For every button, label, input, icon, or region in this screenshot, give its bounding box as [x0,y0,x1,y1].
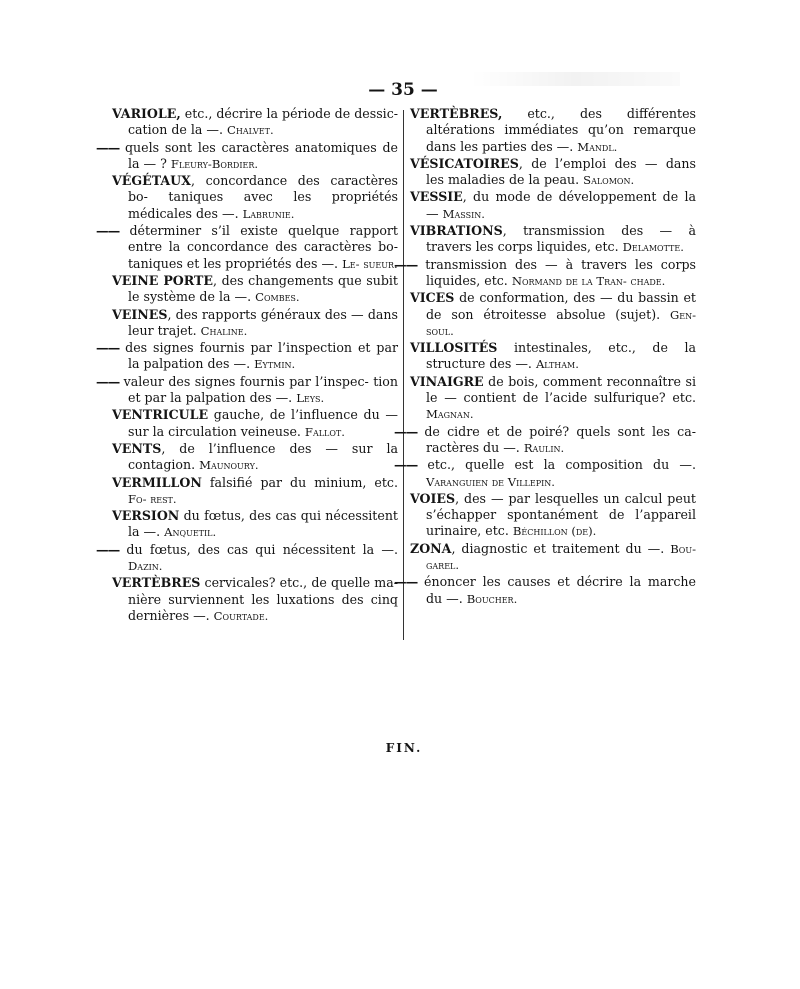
entry-text: , des rapports généraux des — dans leur trajet. [128,306,398,338]
entry-heading: VESSIE [410,189,463,205]
entry-author: Dazin. [128,559,163,574]
right-column [394,106,696,608]
index-entry [96,340,398,373]
scan-shadow [470,72,680,86]
entry-text: gauche, de l’influence du — sur la circulation veineuse. [128,407,398,439]
entry-author: Labrunie. [242,206,295,221]
entry-text: , de l’emploi des — dans les maladies de la peau. [426,155,696,188]
entry-dash: —— [96,541,120,557]
entry-text: intestinales, etc., de la structure des —. [426,340,696,372]
entry-author: Mandl. [577,139,618,154]
index-entry [112,508,398,541]
index-entry [410,290,696,339]
index-entry [394,423,696,457]
entry-text: , du mode de développement de la — [426,189,696,221]
entry-author: Normand de la Tran- chade. [511,273,666,288]
index-entry [112,575,398,624]
entry-heading: VEINES [112,306,168,322]
entry-dash: —— [394,457,418,473]
entry-text: transmission des — à travers les corps liquides, etc. [417,256,696,288]
entry-dash: —— [394,256,418,272]
entry-heading: VOIES [410,490,456,506]
entry-dash: —— [96,340,120,356]
entry-author: Varanguien de Villepin. [426,474,555,489]
index-entry [96,373,398,407]
entry-heading: VIBRATIONS [410,223,503,239]
index-entry [112,475,398,508]
index-entry [112,173,398,222]
entry-author: Chalvet. [227,123,274,138]
entry-text: etc., quelle est la composition du —. [417,457,696,473]
entry-dash: —— [96,139,120,155]
entry-heading: VINAIGRE [410,373,484,389]
entry-heading: VERTÈBRES [112,575,201,591]
entry-text: cervicales? etc., de quelle ma- nière surviennent les luxations des cinq dernières —. [128,575,398,623]
entry-author: Eytmin. [254,357,296,372]
index-entry [410,374,696,423]
entry-author: Salomon. [583,173,635,188]
entry-heading: VERMILLON [112,474,202,490]
entry-heading: VERTÈBRES, [410,106,503,121]
entry-heading: ZONA [410,540,452,556]
index-entry [410,340,696,373]
entry-author: Leys. [296,391,325,406]
index-entry [96,541,398,575]
index-entry [112,441,398,474]
entry-author: Altham. [535,357,579,372]
entry-text: valeur des signes fournis par l’inspec- tion et par la palpation des —. [119,373,398,406]
entry-author: Combes. [255,290,300,305]
index-entry [410,223,696,256]
index-entry [394,574,696,607]
index-entry [96,139,398,173]
index-entry [410,541,696,574]
index-entry [112,407,398,440]
index-entry [96,223,398,272]
index-entry [410,491,696,540]
entry-heading: VILLOSITÉS [410,340,498,356]
entry-author: Chaline. [200,323,248,338]
entry-text: falsifié par du minium, etc. [201,474,398,490]
index-entry [410,189,696,222]
index-entry [410,156,696,189]
index-entry [410,106,696,155]
entry-author: Maunoury. [199,458,259,473]
entry-author: Delamotte. [622,240,684,255]
entry-text: etc., décrire la période de dessic- cation de la —. [128,106,398,138]
entry-text: , transmission des — à travers les corps liquides, etc. [426,223,696,255]
entry-text: etc., des différentes altérations immédiates qu’on remarque dans les parties des —. [426,106,696,154]
entry-author: Magnan. [426,407,474,422]
entry-dash: —— [394,423,418,439]
entry-dash: —— [394,574,418,590]
entry-author: Fo- rest. [128,491,177,506]
end-mark: FIN. [385,741,423,755]
entry-heading: VENTS [112,440,162,456]
entry-text: du fœtus, des cas qui nécessitent la —. [119,541,398,557]
entry-author: Gen- soul. [426,307,696,338]
entry-dash: —— [96,373,120,389]
entry-heading: VEINE PORTE [112,272,213,288]
entry-author: Fleury-Bordier. [170,156,259,171]
entry-text: , concordance des caractères bo- taniques avec les propriétés médicales des —. [128,173,398,221]
index-entry [112,273,398,306]
entry-text: , de l’influence des — sur la contagion. [128,440,398,473]
entry-text: quels sont les caractères anatomiques de la — ? [119,139,398,171]
entry-text: de bois, comment reconnaître si le — contient de l’acide sulfurique? etc. [426,373,696,406]
entry-heading: VICES [410,290,455,306]
entry-author: Courtade. [213,608,269,623]
entry-text: , des — par lesquelles un calcul peut s’échapper spontanément de l’appareil urinaire, etc. [426,490,696,539]
entry-heading: VÉSICATOIRES [410,155,519,171]
entry-text: des signes fournis par l’inspection et par la palpation des —. [119,340,398,372]
entry-text: déterminer s’il existe quelque rapport entre la concordance des caractères bo- taniques et les propriétés des —. [119,223,398,271]
entry-author: Béchillon (de). [512,524,597,539]
entry-author: Fallot. [304,424,345,439]
index-entry [394,256,696,290]
entry-heading: VERSION [112,508,180,524]
entry-heading: VARIOLE, [112,106,181,121]
entry-heading: VENTRICULE [112,407,209,423]
entry-author: Boucher. [466,591,518,606]
left-column [96,106,398,625]
column-divider [403,110,404,640]
index-entry [112,307,398,340]
entry-heading: VÉGÉTAUX [112,173,191,189]
entry-author: Anquetil. [164,525,217,540]
entry-text: , diagnostic et traitement du —. [451,540,671,556]
entry-author: Bou- garel. [426,541,696,573]
page-number: — 35 — [368,80,438,100]
entry-text: de cidre et de poiré? quels sont les ca- ractères du —. [417,423,696,455]
entry-text: de conformation, des — du bassin et de son étroitesse absolue (sujet). [426,290,696,322]
entry-text: énoncer les causes et décrire la marche du —. [417,574,696,606]
entry-author: Massin. [442,206,485,221]
entry-author: Le- sueur. [342,256,398,271]
index-entry [112,106,398,139]
entry-dash: —— [96,223,120,239]
entry-text: du fœtus, des cas qui nécessitent la —. [128,508,398,540]
index-entry [394,457,696,490]
entry-author: Raulin. [523,440,565,455]
entry-text: , des changements que subit le système de la —. [128,272,398,305]
